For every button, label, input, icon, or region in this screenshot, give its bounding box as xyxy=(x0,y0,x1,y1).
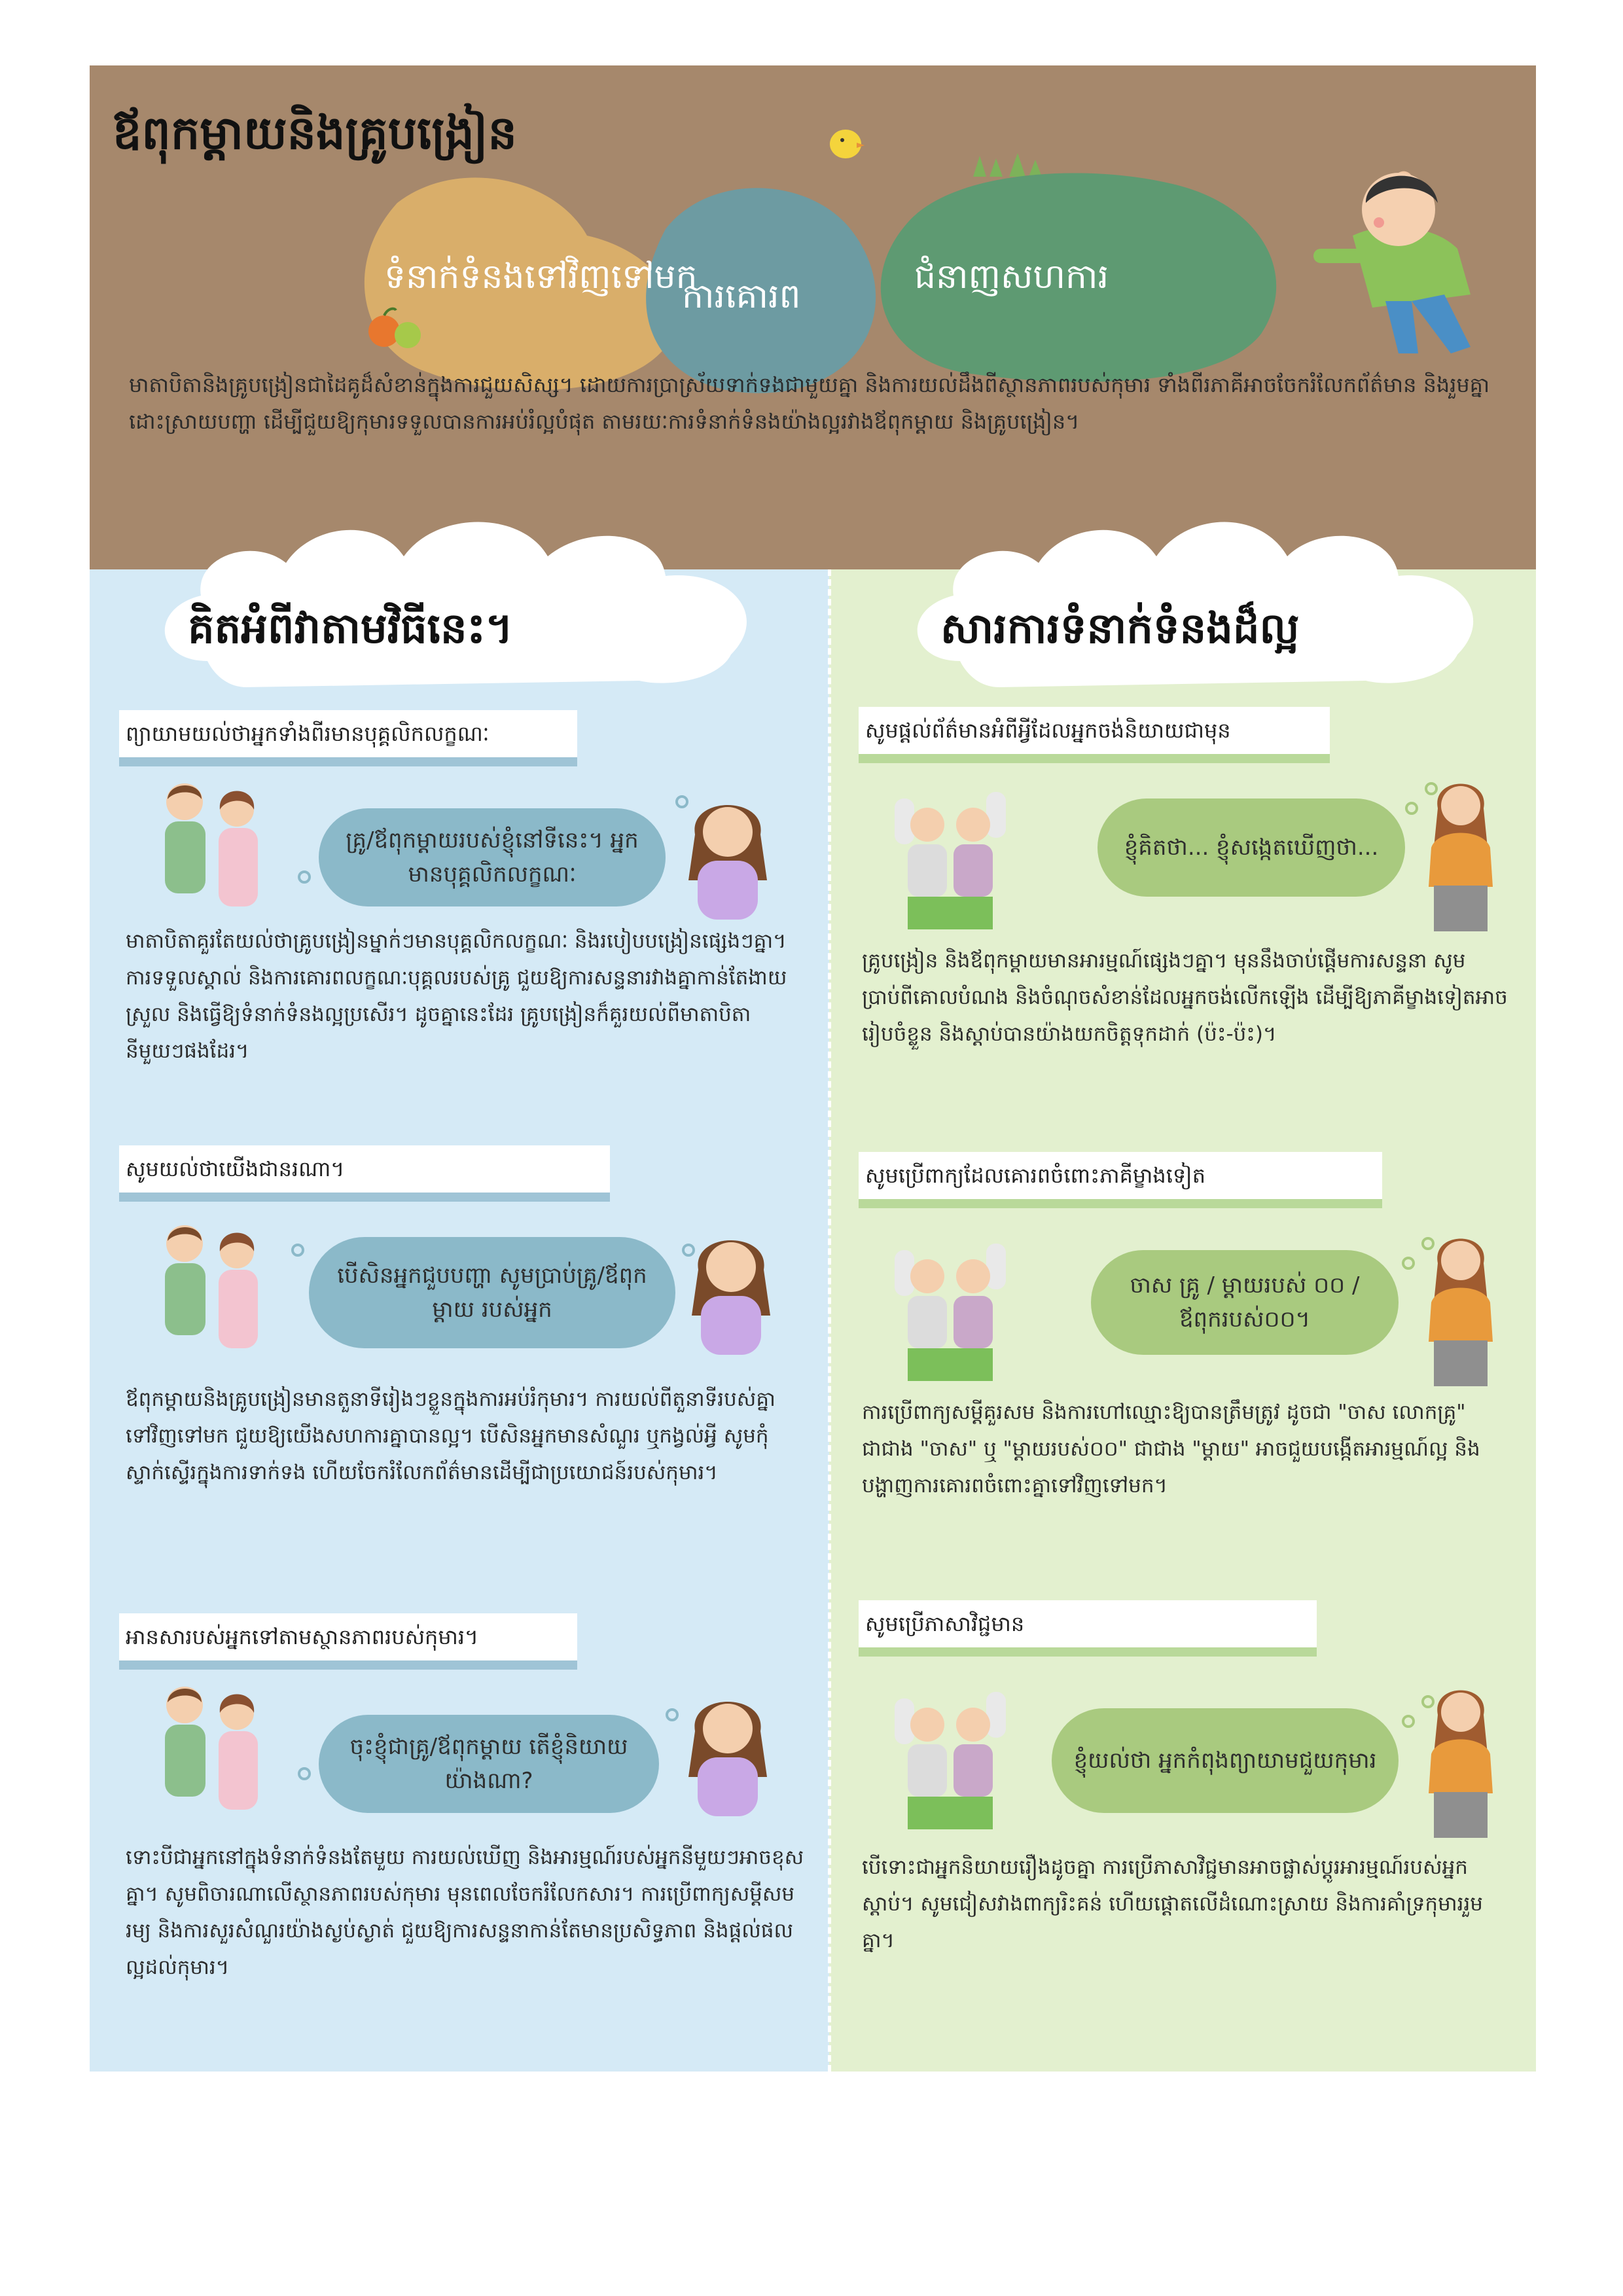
left-cloud-title: គិតអំពីវាតាមវិធីនេះ។ xyxy=(188,605,513,653)
blob-label-cooperation: ជំនាញសហការ xyxy=(914,257,1109,296)
right-section-1-heading: សូមផ្តល់ព័ត៌មានអំពីអ្វីដែលអ្នកចង់និយាយជាមុន xyxy=(859,707,1330,763)
right-cloud-title: សារការទំនាក់ទំនងដ៏ល្អ xyxy=(940,605,1300,653)
page-title: ឪពុកម្តាយនិងគ្រូបង្រៀន xyxy=(113,106,517,160)
couple-illustration-green xyxy=(875,1224,1026,1388)
right-section-2-heading: សូមប្រើពាក្យដែលគោរពចំពោះភាគីម្ខាងទៀត xyxy=(859,1152,1382,1208)
blob-label-communication: ទំនាក់ទំនងទៅវិញទៅមក xyxy=(384,257,698,296)
column-divider xyxy=(828,569,831,2072)
woman-illustration xyxy=(1412,1230,1510,1388)
bubble-dot xyxy=(298,1767,311,1780)
bubble-dot xyxy=(298,870,311,884)
poster xyxy=(90,65,1536,2072)
left-section-3-body: ទោះបីជាអ្នកនៅក្នុងទំនាក់ទំនងតែមួយ ការយល់ឃើញ និងអារម្មណ៍របស់អ្នកនីមួយៗអាចខុសគ្នា។ សូមពិចារណាលើស្ថានភាពរបស់កុមារ មុនពេលចែករំលែកសារ។ ការប្រើពាក្យសម្តីសមរម្យ និងការសួរសំណួរយ៉ាងស្ងប់ស្ងាត់ ជួយឱ្យការសន្ទនាកាន់តែមានប្រសិទ្ធភាព និងផ្តល់ផលល្អដល់កុមារ។ xyxy=(126,1846,804,1979)
bubble-dot xyxy=(291,1244,304,1257)
right-section-2-bubble: ចាស គ្រូ / ម្តាយរបស់ ០០ / ឪពុករបស់០០។ xyxy=(1091,1250,1399,1355)
right-section-3-body: បើទោះជាអ្នកនិយាយរឿងដូចគ្នា ការប្រើភាសាវិជ្ជមានអាចផ្លាស់ប្តូរអារម្មណ៍របស់អ្នកស្តាប់។ សូមជៀសវាងពាក្យរិះគន់ ហើយផ្តោតលើដំណោះស្រាយ និងការគាំទ្រកុមាររួមគ្នា។ xyxy=(862,1856,1483,1952)
couple-illustration-green xyxy=(875,772,1026,936)
right-section-3-heading: សូមប្រើភាសាវិជ្ជមាន xyxy=(859,1600,1317,1657)
left-section-1-bubble: គ្រូ/ឪពុកម្តាយរបស់ខ្ញុំនៅទីនេះ។ អ្នកមានបុគ្គលិកលក្ខណៈ xyxy=(319,808,666,906)
intro-text: មាតាបិតានិងគ្រូបង្រៀនជាដៃគូដ៏សំខាន់ក្នុងការជួយសិស្ស។ ដោយការប្រាស្រ័យទាក់ទងជាមួយគ្នា និងការយល់ដឹងពីស្ថានភាពរបស់កុមារ ទាំងពីរភាគីអាចចែករំលែកព័ត៌មាន និងរួមគ្នាដោះស្រាយបញ្ហា ដើម្បីជួយឱ្យកុមារទទួលបានការអប់រំល្អបំផុត តាមរយៈការទំនាក់ទំនងយ៉ាងល្អរវាងឪពុកម្តាយ និងគ្រូបង្រៀន។ xyxy=(129,372,1490,434)
woman-illustration xyxy=(1412,1682,1510,1839)
couple-illustration-green xyxy=(875,1672,1026,1836)
left-section-2-heading: សូមយល់ថាយើងជានរណា។ xyxy=(119,1145,610,1202)
right-section-1-bubble: ខ្ញុំគិតថា... ខ្ញុំសង្កេតឃើញថា... xyxy=(1097,798,1405,897)
girl-illustration xyxy=(669,1685,787,1823)
left-section-1-body: មាតាបិតាគួរតែយល់ថាគ្រូបង្រៀនម្នាក់ៗមានបុគ្គលិកលក្ខណៈ និងរបៀបបង្រៀនផ្សេងៗគ្នា។ ការទទួលស្គាល់ និងការគោរពលក្ខណៈបុគ្គលរបស់គ្រូ ជួយឱ្យការសន្ទនារវាងគ្នាកាន់តែងាយស្រួល និងធ្វើឱ្យទំនាក់ទំនងល្អប្រសើរ។ ដូចគ្នានេះដែរ គ្រូបង្រៀនក៏គួរយល់ពីមាតាបិតានីមួយៗផងដែរ។ xyxy=(126,929,787,1063)
boy-illustration xyxy=(1300,157,1523,367)
blob-label-respect: ការគោរព xyxy=(682,277,801,316)
couple-illustration xyxy=(139,1217,289,1368)
chick-icon xyxy=(823,118,868,164)
woman-illustration xyxy=(1412,776,1510,933)
left-section-3-bubble: ចុះខ្ញុំជាគ្រូ/ឪពុកម្តាយ តើខ្ញុំនិយាយយ៉ាងណា? xyxy=(319,1715,659,1813)
fruit-icon xyxy=(365,301,430,353)
girl-illustration xyxy=(672,1224,790,1361)
right-section-3-bubble: ខ្ញុំយល់ថា អ្នកកំពុងព្យាយាមជួយកុមារ xyxy=(1052,1708,1399,1813)
left-section-1-heading: ព្យាយាមយល់ថាអ្នកទាំងពីរមានបុគ្គលិកលក្ខណៈ xyxy=(119,710,577,766)
right-section-1-body: គ្រូបង្រៀន និងឪពុកម្តាយមានអារម្មណ៍ផ្សេងៗគ្នា។ មុននឹងចាប់ផ្តើមការសន្ទនា សូមប្រាប់ពីគោលបំណង និងចំណុចសំខាន់ដែលអ្នកចង់លើកឡើង ដើម្បីឱ្យភាគីម្ខាងទៀតអាចរៀបចំខ្លួន និងស្តាប់បានយ៉ាងយកចិត្តទុកដាក់ (ប៉ះ-ប៉ះ)។ xyxy=(862,949,1508,1046)
left-section-3-heading: អានសារបស់អ្នកទៅតាមស្ថានភាពរបស់កុមារ។ xyxy=(119,1613,577,1670)
couple-illustration xyxy=(139,1679,289,1829)
girl-illustration xyxy=(669,789,787,926)
left-section-2-body: ឪពុកម្តាយនិងគ្រូបង្រៀនមានតួនាទីរៀងៗខ្លួនក្នុងការអប់រំកុមារ។ ការយល់ពីតួនាទីរបស់គ្នាទៅវិញទៅមក ជួយឱ្យយើងសហការគ្នាបានល្អ។ បើសិនអ្នកមានសំណួរ ឬកង្វល់អ្វី សូមកុំស្ទាក់ស្ទើរក្នុងការទាក់ទង ហើយចែករំលែកព័ត៌មានដើម្បីជាប្រយោជន៍របស់កុមារ។ xyxy=(126,1388,776,1484)
couple-illustration xyxy=(139,776,289,926)
left-section-2-bubble: បើសិនអ្នកជួបបញ្ហា សូមប្រាប់គ្រូ/ឪពុកម្តាយ របស់អ្នក xyxy=(309,1237,675,1348)
right-section-2-body: ការប្រើពាក្យសម្តីគួរសម និងការហៅឈ្មោះឱ្យបានត្រឹមត្រូវ ដូចជា "ចាស លោកគ្រូ" ជាជាង "ចាស" ឬ "ម្តាយរបស់០០" ជាជាង "ម្តាយ" អាចជួយបង្កើតអារម្មណ៍ល្អ និងបង្ហាញការគោរពចំពោះគ្នាទៅវិញទៅមក។ xyxy=(862,1401,1480,1498)
